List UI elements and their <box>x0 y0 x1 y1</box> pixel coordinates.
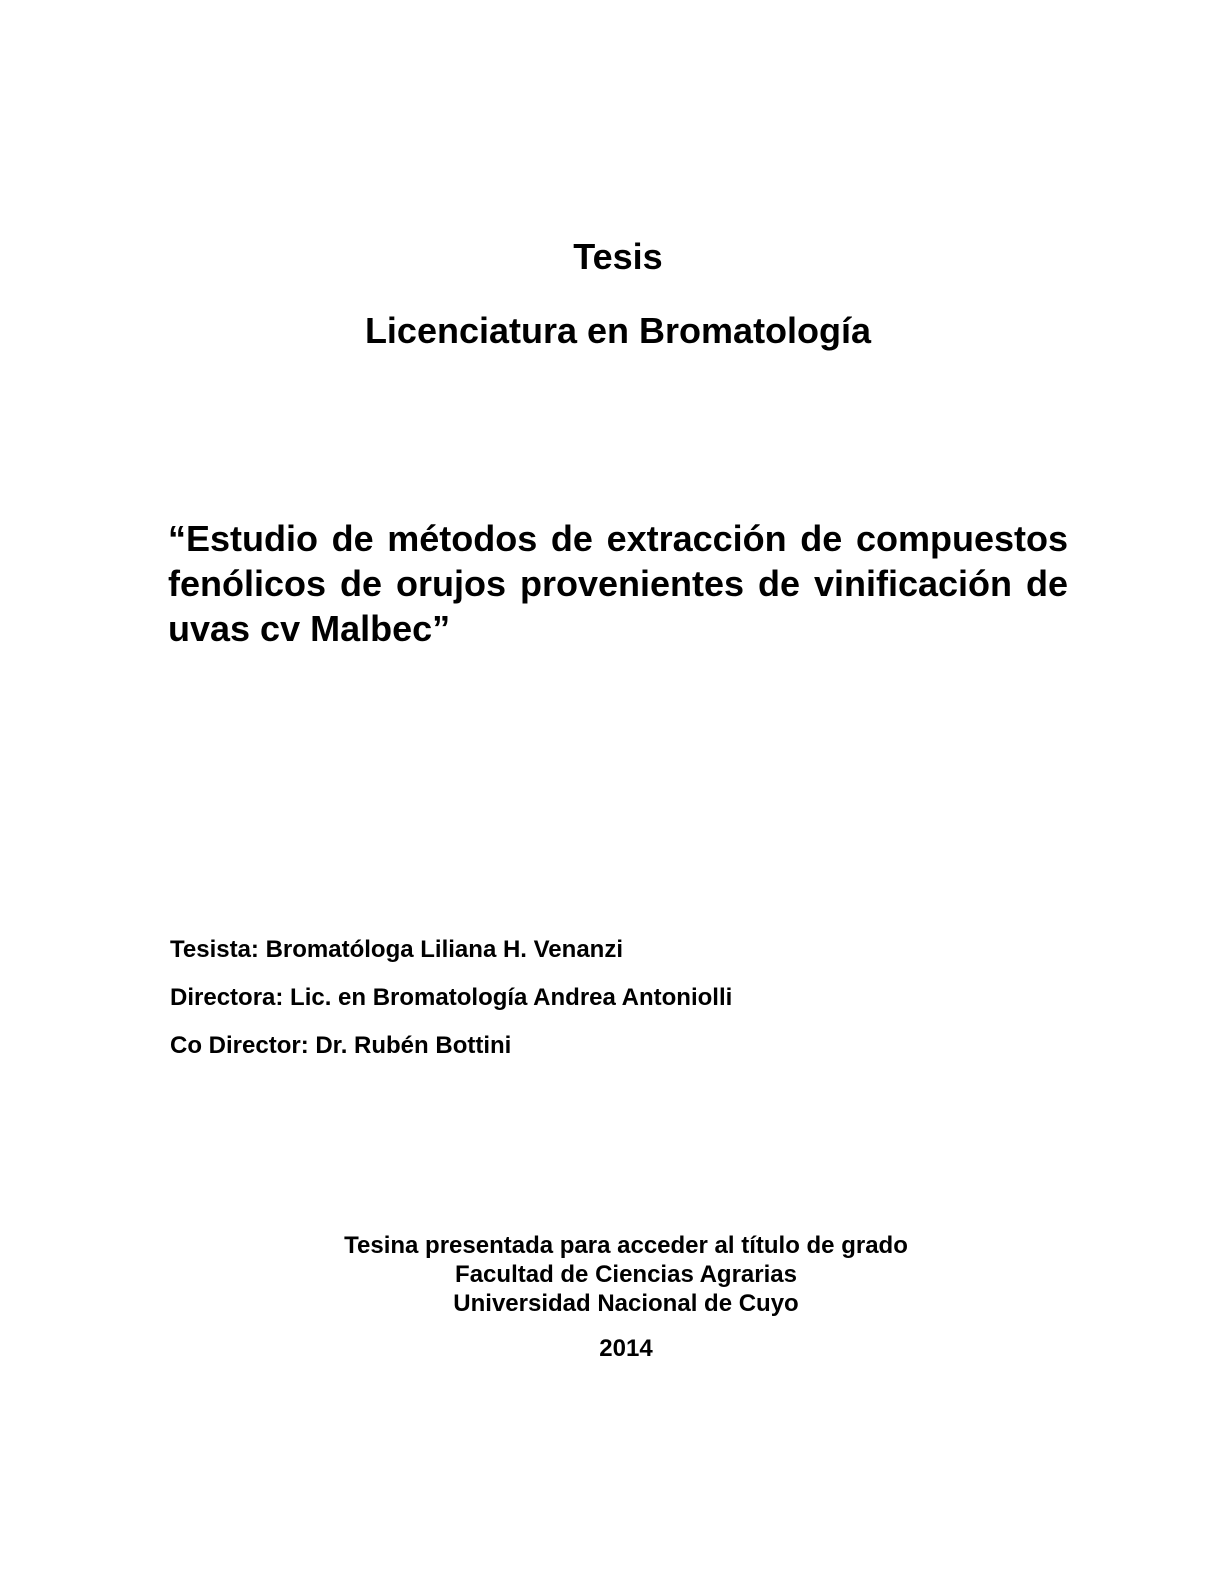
thesis-title <box>168 516 1068 651</box>
document-type-heading: Tesis <box>573 236 663 277</box>
thesis-title-line-3: uvas cv Malbec” <box>168 608 451 649</box>
credits-block <box>170 926 1070 1070</box>
thesis-title-line-1: “Estudio de métodos de extracción de compuestos <box>168 518 1068 559</box>
presentation-line: Tesina presentada para acceder al título de grado <box>344 1232 908 1259</box>
presentation-block <box>176 1231 1076 1318</box>
directora-line: Directora: Lic. en Bromatología Andrea Antoniolli <box>170 984 733 1011</box>
degree-heading: Licenciatura en Bromatología <box>364 310 872 351</box>
co-director-line: Co Director: Dr. Rubén Bottini <box>170 1032 512 1059</box>
year-line: 2014 <box>599 1335 653 1362</box>
thesis-title-line-2: fenólicos de orujos provenientes de vinificación de <box>168 563 1068 604</box>
tesista-line: Tesista: Bromatóloga Liliana H. Venanzi <box>170 936 623 963</box>
faculty-line: Facultad de Ciencias Agrarias <box>455 1261 797 1288</box>
university-line: Universidad Nacional de Cuyo <box>453 1290 799 1317</box>
